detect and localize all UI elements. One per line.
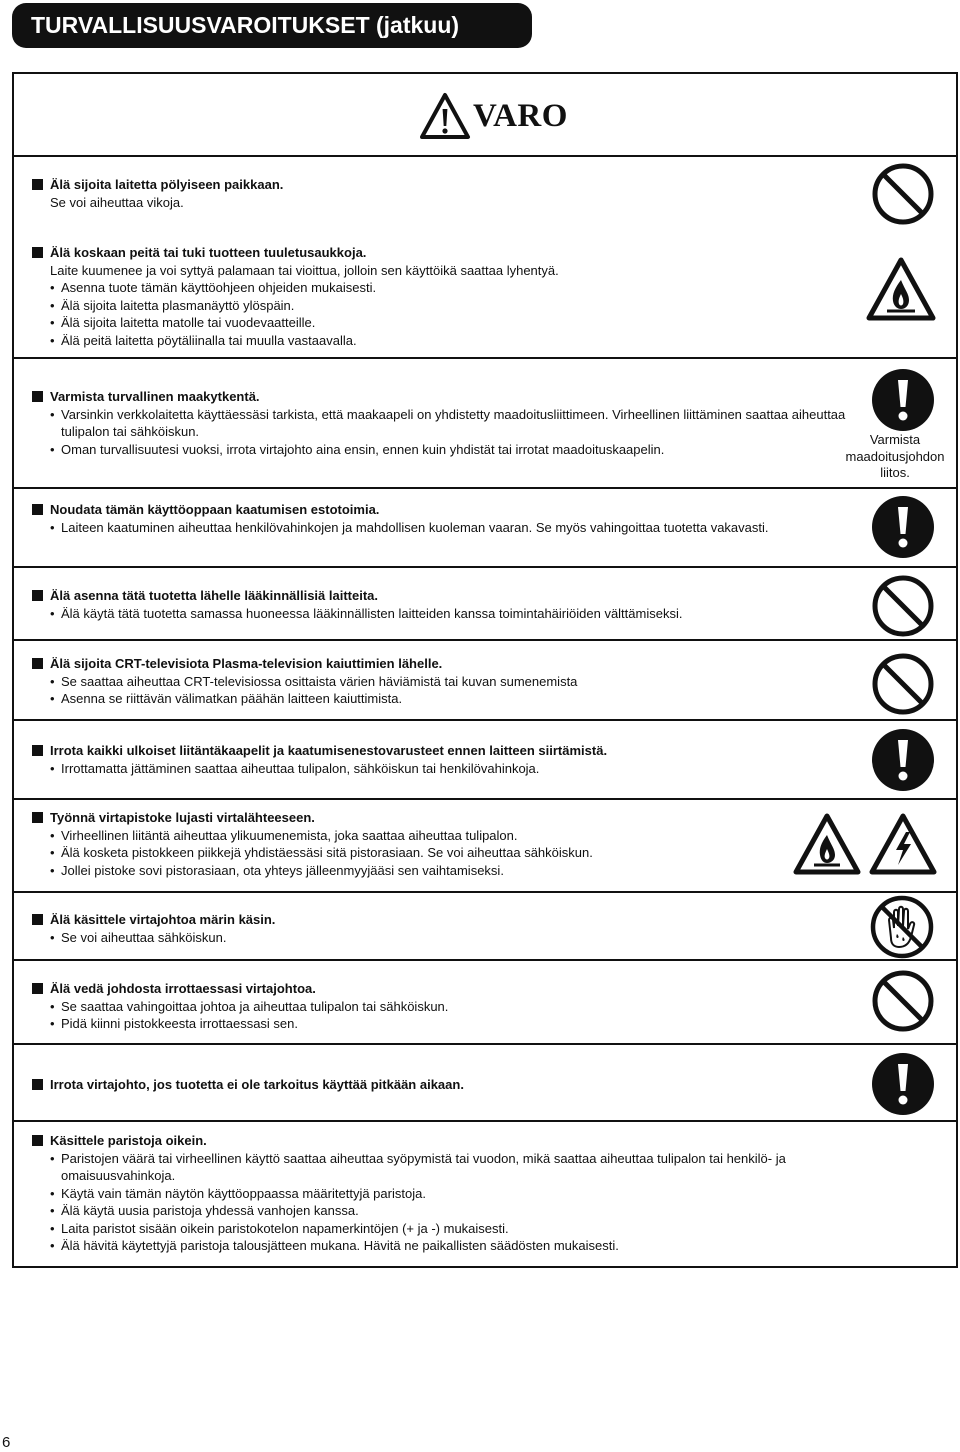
section-heading: Älä koskaan peitä tai tuki tuotteen tuuletusaukkoja. <box>32 244 810 262</box>
divider <box>14 487 956 489</box>
section-text: Laite kuumenee ja voi syttyä palamaan tai vioittua, jolloin sen käyttöikä saattaa lyhentyä. <box>50 262 559 278</box>
divider <box>14 891 956 893</box>
page-number: 6 <box>2 1434 11 1451</box>
section-heading: Älä asenna tätä tuotetta lähelle lääkinnällisiä laitteita. <box>32 587 830 605</box>
icon-caption: Varmista maadoitusjohdon liitos. <box>845 432 945 480</box>
bullet-item: • Irrottamatta jättäminen saattaa aiheuttaa tulipalon, sähköiskun tai henkilövahinkoja. <box>50 760 840 778</box>
page-title: TURVALLISUUSVAROITUKSET (jatkuu) <box>12 3 532 48</box>
divider <box>14 357 956 359</box>
mandatory-action-icon <box>871 728 935 792</box>
bullet-item: • Se saattaa vahingoittaa johtoa ja aiheuttaa tulipalon tai sähköiskun. <box>50 998 810 1016</box>
electric-shock-icon <box>868 812 938 876</box>
bullet-item: • Käytä vain tämän näytön käyttöoppaassa määritettyjä paristoja. <box>50 1185 830 1203</box>
mandatory-action-icon <box>871 368 935 432</box>
bullet-item: • Älä sijoita laitetta matolle tai vuodevaatteille. <box>50 314 810 332</box>
prohibition-icon <box>871 969 935 1033</box>
section-heading: Älä sijoita CRT-televisiota Plasma-television kaiuttimien lähelle. <box>32 655 830 673</box>
section-heading: Varmista turvallinen maakytkentä. <box>32 388 850 406</box>
warning-section <box>50 587 830 622</box>
caution-label: VARO <box>473 97 568 134</box>
warning-section <box>50 980 810 1033</box>
divider <box>14 566 956 568</box>
bullet-item: • Se voi aiheuttaa sähköiskun. <box>50 929 810 947</box>
warning-section <box>50 388 850 458</box>
warning-section <box>50 809 810 879</box>
bullet-item: • Pidä kiinni pistokkeesta irrottaessasi sen. <box>50 1015 810 1033</box>
bullet-item: • Älä käytä uusia paristoja yhdessä vanhojen kanssa. <box>50 1202 830 1220</box>
fire-hazard-icon <box>792 812 862 876</box>
section-heading: Älä käsittele virtajohtoa märin käsin. <box>32 911 810 929</box>
section-heading: Irrota virtajohto, jos tuotetta ei ole tarkoitus käyttää pitkään aikaan. <box>32 1076 830 1094</box>
bullet-item: • Jollei pistoke sovi pistorasiaan, ota yhteys jälleenmyyjääsi sen vaihtamiseksi. <box>50 862 810 880</box>
mandatory-action-icon <box>871 1052 935 1116</box>
section-heading: Työnnä virtapistoke lujasti virtalähteeseen. <box>32 809 810 827</box>
bullet-item: • Paristojen väärä tai virheellinen käyttö saattaa aiheuttaa syöpymistä tai vuodon, mikä saattaa aiheuttaa tulipalon tai henkilö- ja omaisuusvahinkoja. <box>50 1150 830 1185</box>
prohibition-icon <box>871 574 935 638</box>
divider <box>14 798 956 800</box>
warning-section <box>50 742 840 777</box>
bullet-item: • Asenna tuote tämän käyttöohjeen ohjeiden mukaisesti. <box>50 279 810 297</box>
bullet-item: • Virheellinen liitäntä aiheuttaa ylikuumenemista, joka saattaa aiheuttaa tulipalon. <box>50 827 810 845</box>
bullet-item: • Asenna se riittävän välimatkan päähän laitteen kaiuttimista. <box>50 690 830 708</box>
bullet-item: • Älä sijoita laitetta plasmanäyttö ylöspäin. <box>50 297 810 315</box>
section-heading: Älä vedä johdosta irrottaessasi virtajohtoa. <box>32 980 810 998</box>
section-text: Se voi aiheuttaa vikoja. <box>50 194 184 210</box>
bullet-item: • Varsinkin verkkolaitetta käyttäessäsi tarkista, että maakaapeli on yhdistetty maadoitusliittimeen. Virheellinen liittäminen saattaa aiheuttaa tulipalon tai sähköiskun. <box>50 406 850 441</box>
section-heading: Älä sijoita laitetta pölyiseen paikkaan. <box>32 176 810 194</box>
fire-hazard-icon <box>865 256 937 322</box>
divider <box>14 1043 956 1045</box>
bullet-item: • Oman turvallisuutesi vuoksi, irrota virtajohto aina ensin, ennen kuin yhdistät tai irrotat maadoituskaapelin. <box>50 441 850 459</box>
bullet-item: • Laita paristot sisään oikein paristokotelon napamerkintöjen (+ ja -) mukaisesti. <box>50 1220 830 1238</box>
warning-section <box>50 1076 830 1094</box>
warning-section <box>50 176 810 211</box>
caution-header <box>419 92 568 140</box>
bullet-item: • Se saattaa aiheuttaa CRT-televisiossa osittaista värien häviämistä tai kuvan sumenemista <box>50 673 830 691</box>
section-heading: Irrota kaikki ulkoiset liitäntäkaapelit ja kaatumisenestovarusteet ennen laitteen siirtämistä. <box>32 742 840 760</box>
divider <box>14 959 956 961</box>
prohibition-icon <box>871 162 935 226</box>
bullet-item: • Älä käytä tätä tuotetta samassa huoneessa lääkinnällisten laitteiden kanssa toimintahäiriöiden välttämiseksi. <box>50 605 830 623</box>
mandatory-action-icon <box>871 495 935 559</box>
warning-section <box>50 244 810 349</box>
divider <box>14 1120 956 1122</box>
bullet-item: • Älä hävitä käytettyjä paristoja talousjätteen mukana. Hävitä ne paikallisten säädösten mukaisesti. <box>50 1237 830 1255</box>
divider <box>14 155 956 157</box>
divider <box>14 639 956 641</box>
bullet-item: • Älä kosketa pistokkeen piikkejä yhdistäessäsi sitä pistorasiaan. Se voi aiheuttaa sähköiskun. <box>50 844 810 862</box>
warning-section <box>50 1132 830 1255</box>
bullet-item: • Laiteen kaatuminen aiheuttaa henkilövahinkojen ja mahdollisen kuoleman vaaran. Se myös vahingoittaa tuotetta vakavasti. <box>50 519 820 537</box>
bullet-item: • Älä peitä laitetta pöytäliinalla tai muulla vastaavalla. <box>50 332 810 350</box>
section-heading: Noudata tämän käyttöoppaan kaatumisen estotoimia. <box>32 501 820 519</box>
warning-section <box>50 655 830 708</box>
divider <box>14 719 956 721</box>
section-heading: Käsittele paristoja oikein. <box>32 1132 830 1150</box>
no-wet-hands-icon <box>869 894 935 960</box>
warning-triangle-icon <box>419 92 471 140</box>
warning-section <box>50 501 820 536</box>
prohibition-icon <box>871 652 935 716</box>
warning-section <box>50 911 810 946</box>
